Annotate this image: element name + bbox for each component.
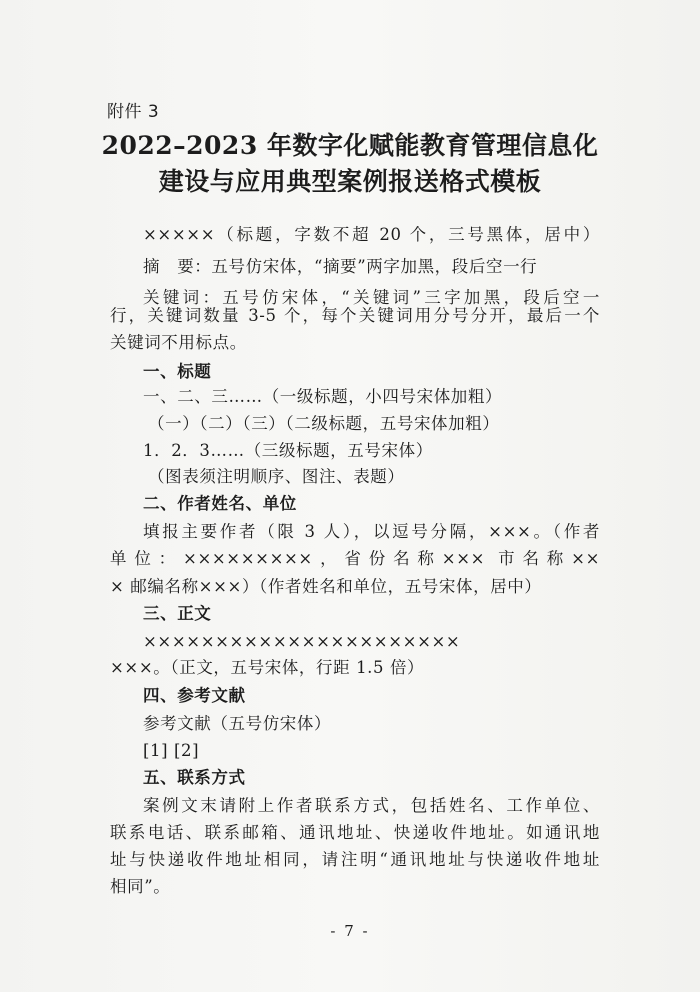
section-heading-contact: 五、联系方式 (143, 768, 246, 787)
keywords-instruction-cont: 行，关键词数量 3-5 个，每个关键词用分号分开，最后一个 (110, 306, 600, 325)
reference-items: [1] [2] (143, 741, 200, 760)
keywords-instruction-end: 关键词不用标点。 (110, 333, 247, 352)
contact-instruction-cont1: 联系电话、联系邮箱、通讯地址、快递收件地址。如通讯地 (110, 823, 600, 842)
figure-table-note: （图表须注明顺序、图注、表题） (148, 467, 405, 486)
contact-instruction: 案例文末请附上作者联系方式，包括姓名、工作单位、 (143, 796, 600, 815)
title-instruction: ×××××（标题，字数不超 20 个，三号黑体，居中） (143, 225, 600, 244)
level2-heading-rule: （一）（二）（三）（二级标题，五号宋体加粗） (148, 414, 500, 433)
level3-heading-rule: 1．2．3……（三级标题，五号宋体） (143, 441, 433, 460)
body-placeholder: ×××××××××××××××××××××× (143, 632, 461, 651)
document-title-line1: 2022–2023 年数字化赋能教育管理信息化 (101, 131, 599, 160)
author-instruction-end: × 邮编名称×××）（作者姓名和单位，五号宋体，居中） (110, 577, 542, 596)
section-heading-references: 四、参考文献 (143, 686, 246, 705)
abstract-instruction: 摘 要：五号仿宋体，“摘要”两字加黑，段后空一行 (143, 257, 538, 276)
page-number: - 7 - (330, 922, 370, 940)
section-heading-body: 三、正文 (143, 604, 212, 623)
level1-heading-rule: 一、二、三……（一级标题，小四号宋体加粗） (143, 387, 503, 406)
references-instruction: 参考文献（五号仿宋体） (143, 714, 332, 733)
section-heading-author: 二、作者姓名、单位 (143, 494, 297, 513)
keywords-instruction: 关键词：五号仿宋体，“关键词”三字加黑，段后空一 (143, 288, 600, 307)
document-title-line2: 建设与应用典型案例报送格式模板 (158, 167, 542, 196)
section-heading-title: 一、标题 (143, 362, 212, 381)
attachment-label: 附件 3 (107, 102, 160, 122)
contact-instruction-cont2: 址与快递收件地址相同，请注明“通讯地址与快递收件地址 (110, 850, 600, 869)
author-instruction: 填报主要作者（限 3 人），以逗号分隔，×××。（作者 (143, 522, 600, 541)
contact-instruction-end: 相同”。 (110, 877, 171, 896)
body-instruction: ×××。（正文，五号宋体，行距 1.5 倍） (110, 658, 425, 677)
author-instruction-cont: 单位：×××××××××，省份名称××× 市名称×× (110, 549, 600, 568)
